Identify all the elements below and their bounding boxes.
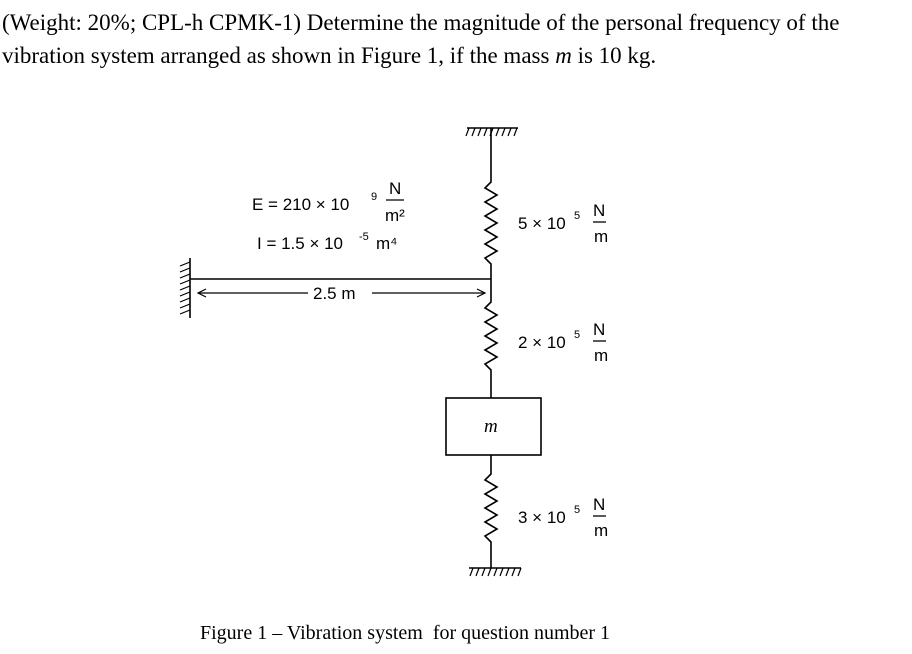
i-exponent: -5 xyxy=(359,231,369,243)
i-unit: m⁴ xyxy=(376,234,398,253)
question-part-2: is 10 kg. xyxy=(571,43,657,68)
spring3-stiffness: 3 × 10 xyxy=(518,508,566,527)
beam-length-label: 2.5 m xyxy=(313,284,356,303)
spring1-exponent: 5 xyxy=(574,210,581,222)
e-unit-denominator: m² xyxy=(385,206,405,225)
e-unit-numerator: N xyxy=(389,179,402,198)
figure-caption: Figure 1 – Vibration system for question number 1 xyxy=(200,622,611,644)
spring2-unit-numerator: N xyxy=(593,320,606,339)
spring3-exponent: 5 xyxy=(574,504,581,516)
bottom-spring xyxy=(485,455,497,568)
spring3-unit-denominator: m xyxy=(594,521,609,540)
spring2-unit-denominator: m xyxy=(594,346,609,365)
spring1-stiffness: 5 × 10 xyxy=(518,214,566,233)
i-label: I = 1.5 × 10 xyxy=(257,234,344,253)
spring3-unit-numerator: N xyxy=(593,495,606,514)
spring1-unit-numerator: N xyxy=(593,201,606,220)
middle-spring xyxy=(485,279,497,398)
top-spring xyxy=(485,128,497,279)
mass-label: m xyxy=(484,416,498,437)
e-exponent: 9 xyxy=(371,191,378,203)
e-label: E = 210 × 10 xyxy=(252,195,350,214)
mass-symbol: m xyxy=(555,43,572,68)
spring2-exponent: 5 xyxy=(574,329,581,341)
bottom-support-hatching xyxy=(470,568,521,576)
spring1-unit-denominator: m xyxy=(594,227,609,246)
question-part-1: (Weight: 20%; CPL-h CPMK-1) Determine the magnitude of the personal frequency of the vibration system arranged as shown in Figure 1, if the mass xyxy=(2,10,840,68)
spring2-stiffness: 2 × 10 xyxy=(518,333,566,352)
wall-hatching xyxy=(180,262,190,314)
